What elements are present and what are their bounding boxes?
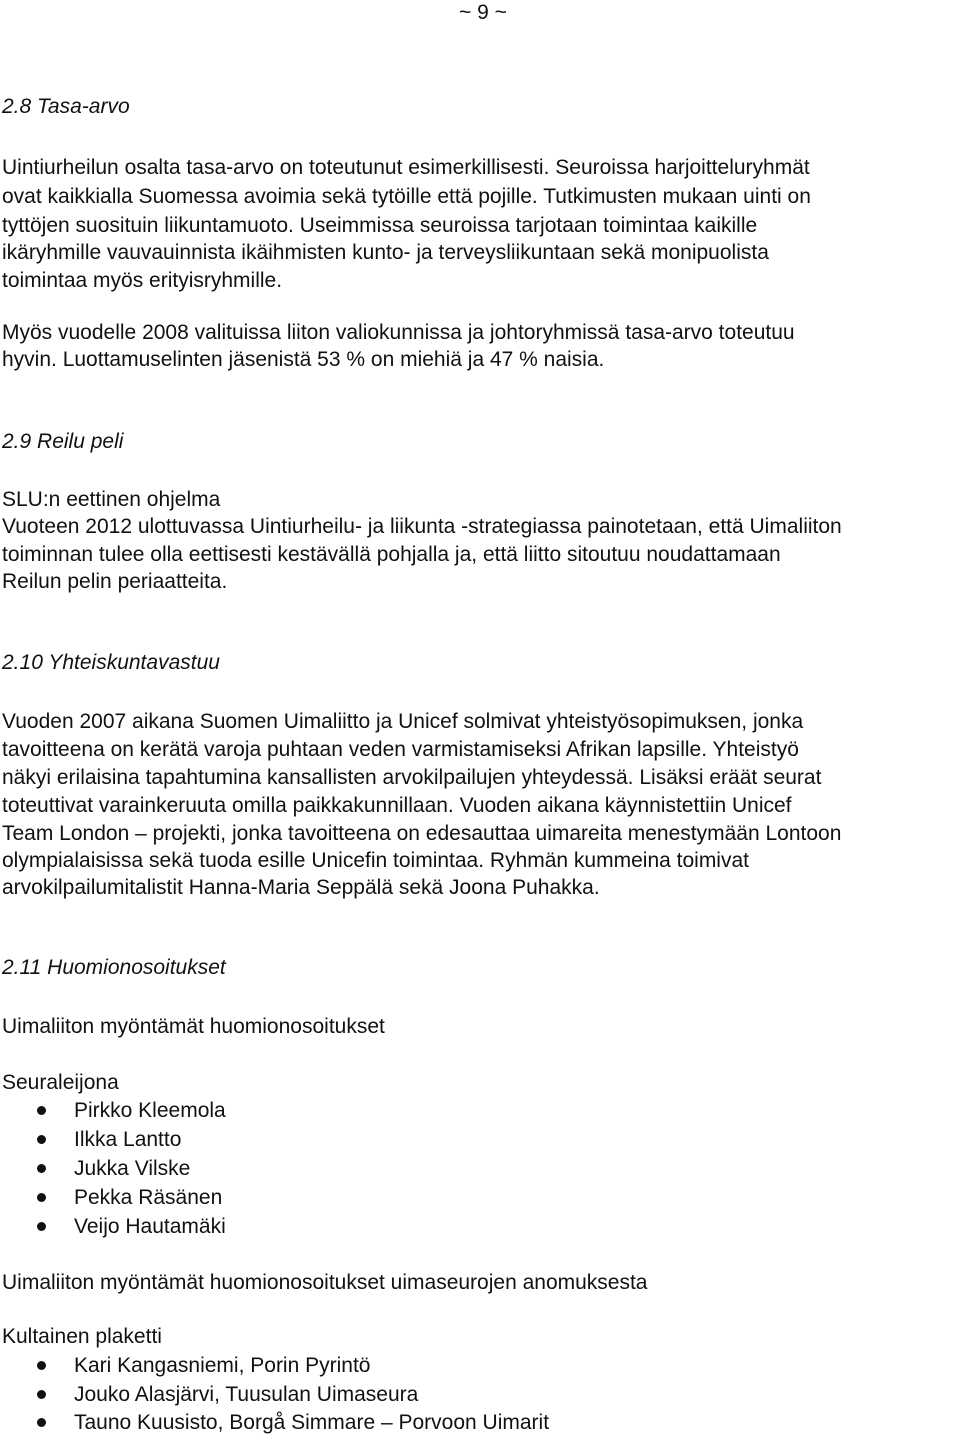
paragraph-line: Team London – projekti, jonka tavoitteena on edesauttaa uimareita menestymään Lontoon: [2, 822, 842, 845]
bullet-icon: [37, 1135, 46, 1144]
paragraph-line: hyvin. Luottamuselinten jäsenistä 53 % on miehiä ja 47 % naisia.: [2, 348, 605, 371]
group-title: Seuraleijona: [2, 1071, 119, 1094]
bullet-icon: [37, 1106, 46, 1115]
bullet-icon: [37, 1164, 46, 1173]
paragraph-line: Vuoden 2007 aikana Suomen Uimaliitto ja Unicef solmivat yhteistyösopimuksen, jonka: [2, 710, 804, 733]
bullet-icon: [37, 1193, 46, 1202]
section-heading-tasa-arvo: 2.8 Tasa-arvo: [2, 95, 130, 118]
page-number: ~ 9 ~: [459, 1, 507, 24]
paragraph-line: olympialaisissa sekä tuoda esille Unicefin toimintaa. Ryhmän kummeina toimivat: [2, 849, 749, 872]
list-item: Jouko Alasjärvi, Tuusulan Uimaseura: [74, 1383, 419, 1406]
paragraph-line: arvokilpailumitalistit Hanna-Maria Seppälä sekä Joona Puhakka.: [2, 876, 600, 899]
group-title: Kultainen plaketti: [2, 1325, 162, 1348]
paragraph-line: toimintaa myös erityisryhmille.: [2, 269, 283, 292]
bullet-icon: [37, 1361, 46, 1370]
list-item: Pirkko Kleemola: [74, 1099, 226, 1122]
paragraph-line: Myös vuodelle 2008 valituissa liiton valiokunnissa ja johtoryhmissä tasa-arvo toteutuu: [2, 321, 795, 344]
paragraph-line: Reilun pelin periaatteita.: [2, 570, 228, 593]
paragraph-line: toiminnan tulee olla eettisesti kestävällä pohjalla ja, että liitto sitoutuu noudattamaan: [2, 543, 781, 566]
subheading: SLU:n eettinen ohjelma: [2, 488, 221, 511]
section-heading-reilu-peli: 2.9 Reilu peli: [2, 430, 124, 453]
paragraph-line: näkyi erilaisina tapahtumina kansallisten arvokilpailujen yhteydessä. Lisäksi eräät seurat: [2, 766, 822, 789]
bullet-icon: [37, 1418, 46, 1427]
paragraph-line: Vuoteen 2012 ulottuvassa Uintiurheilu- ja liikunta -strategiassa painotetaan, että Uimaliiton: [2, 515, 842, 538]
section-heading-yhteiskuntavastuu: 2.10 Yhteiskuntavastuu: [2, 651, 220, 674]
list-item: Jukka Vilske: [74, 1157, 191, 1180]
subheading: Uimaliiton myöntämät huomionosoitukset: [2, 1015, 385, 1038]
list-item: Kari Kangasniemi, Porin Pyrintö: [74, 1354, 371, 1377]
bullet-icon: [37, 1222, 46, 1231]
paragraph-line: toteuttivat varainkeruuta omilla paikkakunnillaan. Vuoden aikana käynnistettiin Unicef: [2, 794, 792, 817]
paragraph-line: ovat kaikkialla Suomessa avoimia sekä tytöille että pojille. Tutkimusten mukaan uinti on: [2, 185, 811, 208]
paragraph-line: tyttöjen suosituin liikuntamuoto. Useimmissa seuroissa tarjotaan toimintaa kaikille: [2, 214, 758, 237]
subheading: Uimaliiton myöntämät huomionosoitukset uimaseurojen anomuksesta: [2, 1271, 648, 1294]
paragraph-line: Uintiurheilun osalta tasa-arvo on toteutunut esimerkillisesti. Seuroissa harjoitteluryhmät: [2, 156, 810, 179]
list-item: Pekka Räsänen: [74, 1186, 223, 1209]
paragraph-line: ikäryhmille vauvauinnista ikäihmisten kunto- ja terveysliikuntaan sekä monipuolista: [2, 241, 769, 264]
paragraph-line: tavoitteena on kerätä varoja puhtaan veden varmistamiseksi Afrikan lapsille. Yhteistyö: [2, 738, 799, 761]
section-heading-huomionosoitukset: 2.11 Huomionosoitukset: [2, 956, 226, 979]
list-item: Tauno Kuusisto, Borgå Simmare – Porvoon Uimarit: [74, 1411, 550, 1434]
list-item: Veijo Hautamäki: [74, 1215, 226, 1238]
bullet-icon: [37, 1390, 46, 1399]
list-item: Ilkka Lantto: [74, 1128, 182, 1151]
